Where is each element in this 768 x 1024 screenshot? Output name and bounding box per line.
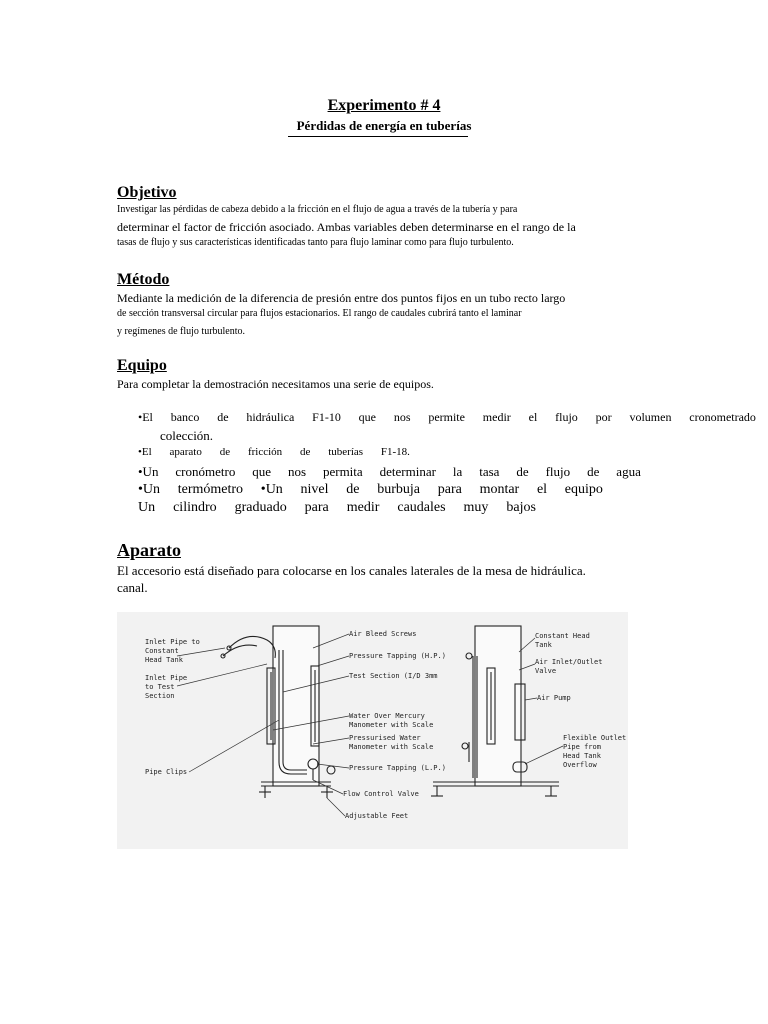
metodo-line-3: y regímenes de flujo turbulento.: [117, 326, 246, 337]
apparatus-diagram: [117, 612, 628, 849]
label-pressure-tapping-hp: Pressure Tapping (H.P.): [349, 652, 446, 660]
equipo-item-1: •El banco de hidráulica F1-10 que nos permite medir el flujo por volumen cronometrado: [138, 410, 756, 424]
equipo-intro: Para completar la demostración necesitamos una serie de equipos.: [117, 377, 434, 391]
label-inlet-pipe-head: Inlet Pipe to Constant Head Tank: [145, 638, 200, 664]
label-test-section: Test Section (I/D 3mm: [349, 672, 438, 680]
document-title: Experimento # 4: [327, 97, 441, 114]
metodo-line-2: de sección transversal circular para flujos estacionarios. El rango de caudales cubrirá tanto el laminar: [117, 308, 522, 319]
document-subtitle: Pérdidas de energía en tuberías: [296, 118, 472, 133]
aparato-line-1: El accesorio está diseñado para colocarse en los canales laterales de la mesa de hidráulica.: [117, 563, 586, 578]
equipo-item-3: •Un cronómetro que nos permita determinar la tasa de flujo de agua: [138, 464, 641, 479]
label-air-inlet-valve: Air Inlet/Outlet Valve: [535, 658, 603, 675]
aparato-line-2: canal.: [117, 580, 148, 595]
metodo-line-1: Mediante la medición de la diferencia de presión entre dos puntos fijos en un tubo recto largo: [117, 291, 566, 305]
equipo-item-1-continuation: colección.: [160, 428, 214, 443]
subtitle-underline: [288, 136, 468, 137]
label-air-bleed: Air Bleed Screws: [349, 630, 417, 638]
metodo-heading: Método: [117, 271, 170, 288]
label-flexible-outlet: Flexible Outlet Pipe from Head Tank Overflow: [563, 734, 627, 769]
objetivo-line-1: Investigar las pérdidas de cabeza debido a la fricción en el flujo de agua a través de la tubería y para: [117, 204, 518, 215]
equipo-item-4: •Un termómetro •Un nivel de burbuja para montar el equipo: [138, 482, 603, 497]
equipo-item-2: •El aparato de fricción de tuberías F1-18.: [138, 446, 410, 458]
label-adjustable-feet: Adjustable Feet: [345, 812, 409, 820]
label-air-pump: Air Pump: [537, 694, 571, 702]
label-pipe-clips: Pipe Clips: [145, 768, 188, 776]
label-water-over-mercury: Water Over Mercury Manometer with Scale: [349, 712, 434, 729]
aparato-heading: Aparato: [117, 540, 181, 560]
objetivo-line-2: determinar el factor de fricción asociado. Ambas variables deben determinarse en el rango de la: [117, 220, 576, 234]
label-inlet-pipe-test: Inlet Pipe to Test Section: [145, 674, 188, 700]
equipo-heading: Equipo: [117, 357, 167, 374]
label-pressure-tapping-lp: Pressure Tapping (L.P.): [349, 764, 446, 772]
objetivo-heading: Objetivo: [117, 184, 177, 201]
label-flow-control-valve: Flow Control Valve: [343, 790, 419, 798]
equipo-item-5: Un cilindro graduado para medir caudales muy bajos: [138, 500, 536, 515]
label-constant-head-tank: Constant Head Tank: [535, 632, 590, 649]
objetivo-line-3: tasas de flujo y sus características identificadas tanto para flujo laminar como para flujo turbulento.: [117, 237, 514, 248]
label-pressurised-water: Pressurised Water Manometer with Scale: [349, 734, 434, 751]
